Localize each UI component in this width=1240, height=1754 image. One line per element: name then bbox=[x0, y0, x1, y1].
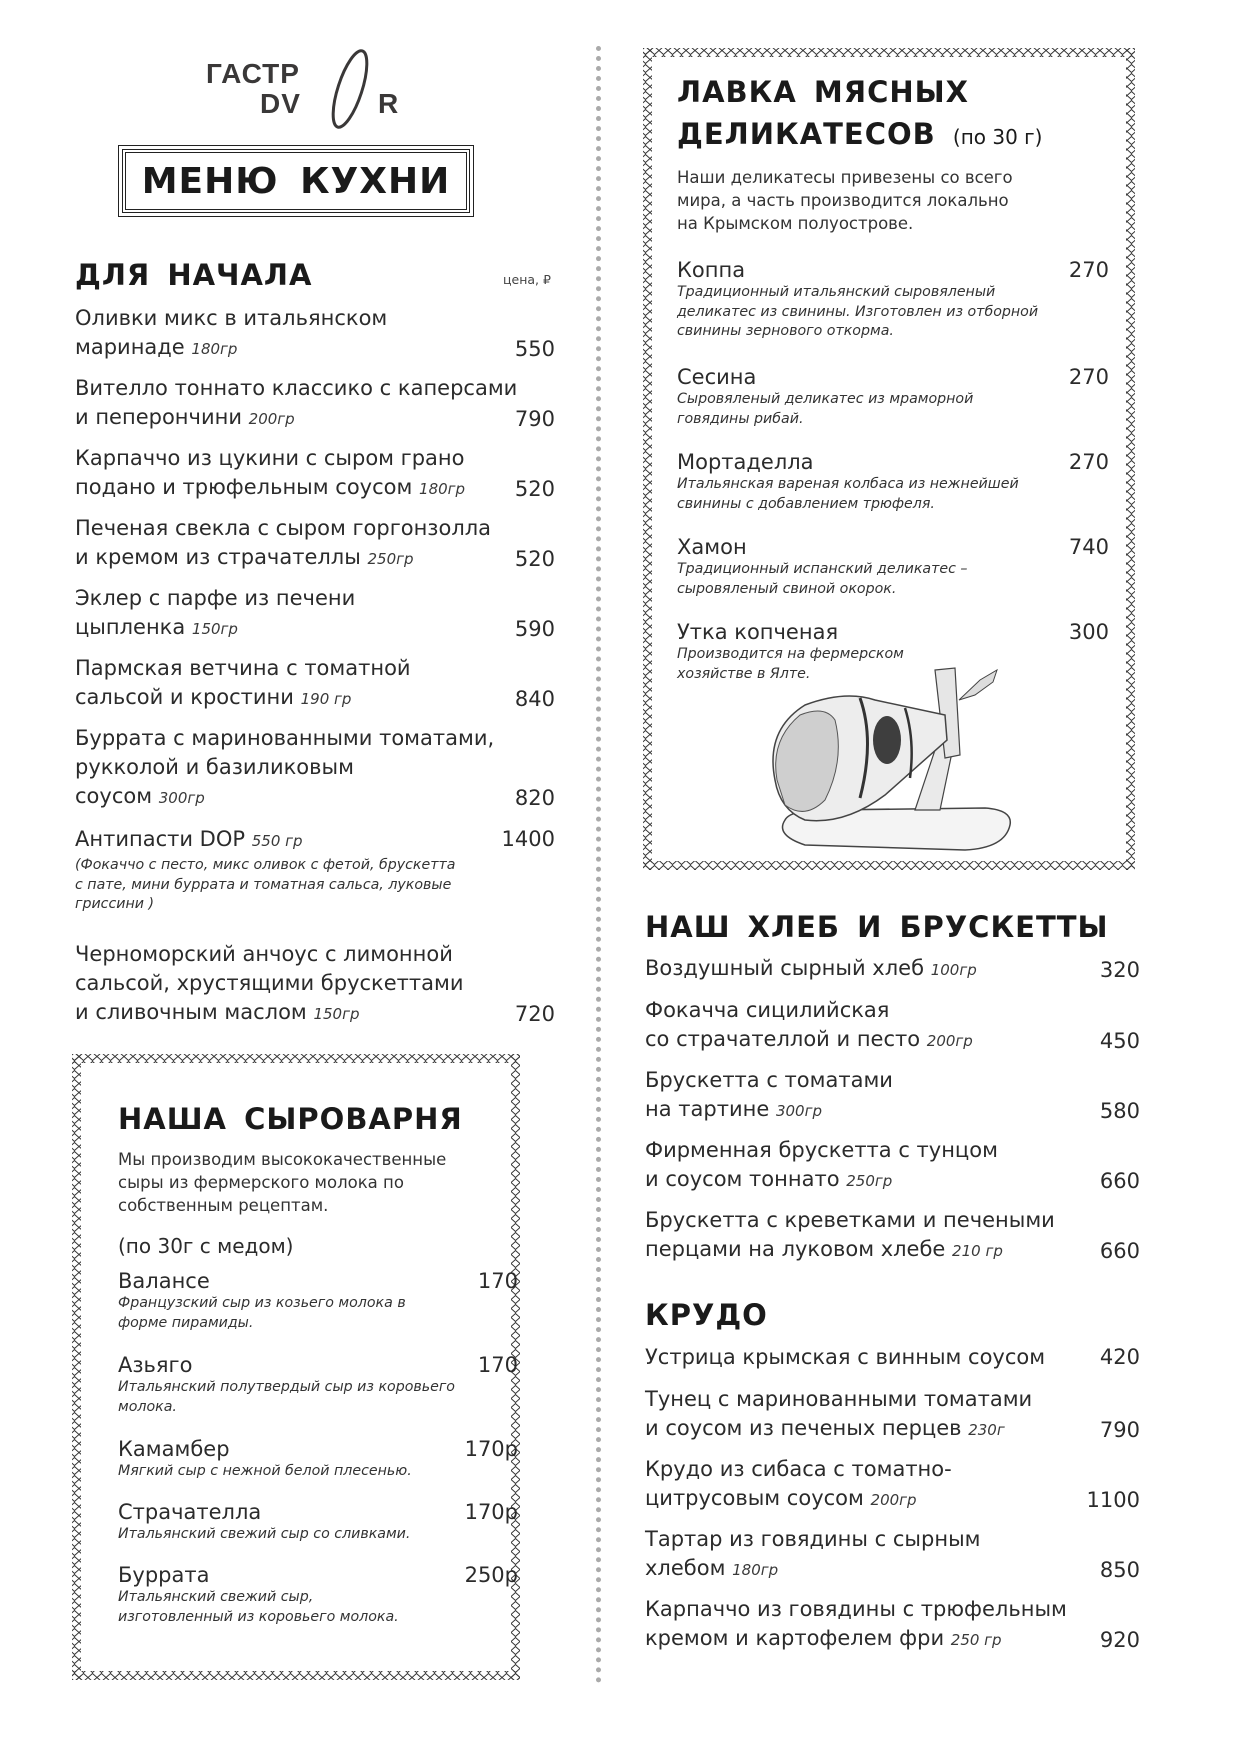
item-name-line bbox=[645, 1343, 1140, 1372]
item-name: перцами на луковом хлебе bbox=[645, 1237, 946, 1261]
deli-intro-line: мира, а часть производится локально bbox=[677, 191, 1009, 210]
item-name: цитрусовым соусом bbox=[645, 1486, 871, 1510]
item-weight: 190 гр bbox=[300, 690, 352, 708]
jamon-illustration bbox=[765, 660, 1045, 860]
item-description: деликатес из свинины. Изготовлен из отборной bbox=[677, 303, 1039, 320]
item-weight: 210 гр bbox=[952, 1242, 1003, 1260]
section-heading-deli-line1: ЛАВКА МЯСНЫХ bbox=[677, 75, 970, 109]
item-name: соусом bbox=[75, 784, 153, 808]
menu-item bbox=[118, 1436, 518, 1482]
item-name: Азьяго bbox=[118, 1353, 193, 1377]
cheese-intro-line: собственным рецептам. bbox=[118, 1196, 329, 1215]
item-description: Традиционный итальянский сыровяленый bbox=[677, 284, 996, 300]
item-name-line bbox=[645, 1525, 1140, 1554]
item-price: 270 bbox=[1068, 258, 1109, 282]
item-name: Валансе bbox=[118, 1269, 210, 1293]
item-name: Страчателла bbox=[118, 1500, 262, 1524]
item-name: Карпаччо из цукини с сыром грано bbox=[75, 446, 465, 470]
item-price: 170 bbox=[477, 1353, 518, 1377]
item-weight: 250гр bbox=[846, 1172, 893, 1190]
item-name-line bbox=[645, 1066, 1140, 1095]
item-name: Сесина bbox=[677, 365, 757, 389]
item-name-line bbox=[75, 613, 555, 644]
item-name-line bbox=[75, 333, 555, 364]
item-weight: 150гр bbox=[191, 620, 238, 638]
item-name: маринаде bbox=[75, 335, 185, 359]
item-name: Тунец с маринованными томатами bbox=[645, 1387, 1033, 1411]
section-heading-deli-line2 bbox=[677, 117, 1042, 154]
item-price: 720 bbox=[514, 1002, 555, 1026]
item-name: сальсой и кростини bbox=[75, 685, 294, 709]
item-name-line bbox=[75, 998, 555, 1029]
item-description: Традиционный испанский деликатес – bbox=[677, 561, 968, 577]
item-weight: 180гр bbox=[732, 1561, 779, 1579]
item-price: 1100 bbox=[1086, 1488, 1140, 1512]
item-price: 790 bbox=[1099, 1418, 1140, 1442]
item-name: и соусом из печеных перцев bbox=[645, 1416, 962, 1440]
item-name-line bbox=[645, 1165, 1140, 1196]
item-name: Камамбер bbox=[118, 1437, 230, 1461]
section-heading-crudo: КРУДО bbox=[645, 1298, 768, 1332]
item-name-line bbox=[75, 403, 555, 434]
menu-item bbox=[118, 1352, 518, 1417]
item-weight: 200гр bbox=[870, 1491, 917, 1509]
item-name-line bbox=[645, 1484, 1140, 1515]
item-name-line bbox=[645, 1206, 1140, 1235]
menu-item bbox=[677, 534, 1109, 599]
item-name-line bbox=[75, 584, 555, 613]
item-description: Итальянский свежий сыр со сливками. bbox=[118, 1526, 411, 1542]
item-name: и пеперончини bbox=[75, 405, 242, 429]
cheese-intro bbox=[118, 1148, 446, 1217]
item-name: Воздушный сырный хлеб bbox=[645, 956, 931, 980]
item-name-line bbox=[75, 543, 555, 574]
item-weight: 180гр bbox=[419, 480, 466, 498]
item-price: 320 bbox=[1099, 958, 1140, 982]
logo-line2-left: DV bbox=[260, 88, 301, 119]
item-name-line bbox=[75, 782, 555, 813]
item-name: сальсой, хрустящими брускеттами bbox=[75, 971, 464, 995]
item-name-line bbox=[645, 1235, 1140, 1266]
item-name: Антипасти DOP bbox=[75, 827, 246, 851]
item-price: 550 bbox=[514, 337, 555, 361]
item-name: и сливочным маслом bbox=[75, 1000, 307, 1024]
item-name: Фирменная брускетта с тунцом bbox=[645, 1138, 998, 1162]
item-description: говядины рибай. bbox=[677, 410, 804, 427]
item-weight: 200гр bbox=[926, 1032, 973, 1050]
menu-item bbox=[677, 449, 1109, 514]
item-name-line bbox=[75, 444, 555, 473]
item-name-line bbox=[645, 1136, 1140, 1165]
deli-intro-line: на Крымском полуострове. bbox=[677, 214, 914, 233]
item-name: со страчателлой и песто bbox=[645, 1027, 927, 1051]
item-description: Французский сыр из козьего молока в bbox=[118, 1295, 406, 1311]
item-name-line bbox=[75, 374, 555, 403]
item-name-line bbox=[645, 954, 1140, 985]
item-description: Сыровяленый деликатес из мраморной bbox=[677, 391, 974, 407]
item-name: Устрица крымская с винным соусом bbox=[645, 1345, 1046, 1369]
menu-item bbox=[75, 584, 555, 644]
menu-item bbox=[118, 1268, 518, 1333]
menu-item bbox=[677, 257, 1109, 342]
item-name: и кремом из страчателлы bbox=[75, 545, 361, 569]
item-name-line bbox=[645, 1095, 1140, 1126]
item-price: 590 bbox=[514, 617, 555, 641]
item-price: 420 bbox=[1099, 1345, 1140, 1369]
menu-item bbox=[118, 1499, 518, 1545]
item-name: Печеная свекла с сыром горгонзолла bbox=[75, 516, 492, 540]
item-name: Эклер с парфе из печени bbox=[75, 586, 356, 610]
item-price: 920 bbox=[1099, 1628, 1140, 1652]
menu-item bbox=[645, 1595, 1140, 1655]
item-price: 520 bbox=[514, 477, 555, 501]
item-name: Вителло тоннато классико с каперсами bbox=[75, 376, 518, 400]
menu-item bbox=[118, 1562, 518, 1627]
item-name-line bbox=[75, 683, 555, 714]
item-name: Крудо из сибаса с томатно- bbox=[645, 1457, 952, 1481]
item-name: Тартар из говядины с сырным bbox=[645, 1527, 981, 1551]
item-weight: 250 гр bbox=[950, 1631, 1002, 1649]
item-price: 520 bbox=[514, 547, 555, 571]
item-description: изготовленный из коровьего молока. bbox=[118, 1608, 399, 1625]
item-name: Пармская ветчина с томатной bbox=[75, 656, 411, 680]
item-name-line bbox=[75, 724, 555, 753]
column-divider bbox=[596, 46, 601, 1684]
item-weight: 550 гр bbox=[251, 832, 303, 850]
section-heading-bread: НАШ ХЛЕБ И БРУСКЕТТЫ bbox=[645, 910, 1109, 944]
item-price: 850 bbox=[1099, 1558, 1140, 1582]
item-price: 300 bbox=[1068, 620, 1109, 644]
item-name: Буррата с маринованными томатами, bbox=[75, 726, 495, 750]
item-weight: 180гр bbox=[191, 340, 238, 358]
menu-item bbox=[645, 1525, 1140, 1585]
item-price: 1400 bbox=[501, 827, 555, 851]
menu-item bbox=[75, 514, 555, 574]
menu-item bbox=[75, 304, 555, 364]
item-description: Итальянский свежий сыр, bbox=[118, 1589, 314, 1605]
item-name: Оливки микс в итальянском bbox=[75, 306, 388, 330]
menu-title-frame bbox=[118, 145, 474, 217]
item-name: хлебом bbox=[645, 1556, 726, 1580]
logo-oval-icon bbox=[320, 44, 380, 134]
item-name: Брускетта с креветками и печеными bbox=[645, 1208, 1055, 1232]
item-description: Итальянский полутвердый сыр из коровьего bbox=[118, 1379, 455, 1395]
item-name-line bbox=[75, 940, 555, 969]
menu-item bbox=[75, 374, 555, 434]
item-name: подано и трюфельным соусом bbox=[75, 475, 413, 499]
item-weight: 200гр bbox=[248, 410, 295, 428]
menu-item bbox=[75, 654, 555, 714]
menu-item bbox=[645, 1136, 1140, 1196]
menu-item bbox=[75, 724, 555, 813]
deli-heading-text: ДЕЛИКАТЕСОВ bbox=[677, 117, 936, 151]
item-name: Буррата bbox=[118, 1563, 210, 1587]
item-name-line bbox=[645, 1385, 1140, 1414]
item-name: и соусом тоннато bbox=[645, 1167, 840, 1191]
item-name-line bbox=[645, 1624, 1140, 1655]
item-name: Карпаччо из говядины с трюфельным bbox=[645, 1597, 1067, 1621]
item-name: на тартине bbox=[645, 1097, 770, 1121]
item-price: 250р bbox=[464, 1563, 518, 1587]
item-description: молока. bbox=[118, 1398, 177, 1415]
item-price: 840 bbox=[514, 687, 555, 711]
item-name: кремом и картофелем фри bbox=[645, 1626, 951, 1650]
item-weight: 250гр bbox=[367, 550, 414, 568]
item-description: Итальянская вареная колбаса из нежнейшей bbox=[677, 476, 1019, 492]
item-price: 270 bbox=[1068, 365, 1109, 389]
item-name: Утка копченая bbox=[677, 620, 839, 644]
menu-item bbox=[645, 954, 1140, 985]
item-name-line bbox=[645, 1025, 1140, 1056]
item-name: Коппа bbox=[677, 258, 746, 282]
deli-heading-note: (по 30 г) bbox=[952, 125, 1043, 149]
item-name-line bbox=[75, 753, 555, 782]
item-weight: 100гр bbox=[930, 961, 977, 979]
menu-item bbox=[677, 364, 1109, 429]
menu-item bbox=[645, 1343, 1140, 1372]
item-description: форме пирамиды. bbox=[118, 1314, 254, 1331]
item-description: свинины зернового откорма. bbox=[677, 323, 894, 339]
item-price: 660 bbox=[1099, 1169, 1140, 1193]
item-name: Брускетта с томатами bbox=[645, 1068, 893, 1092]
item-description: Мягкий сыр с нежной белой плесенью. bbox=[118, 1463, 412, 1479]
item-price: 170 bbox=[477, 1269, 518, 1293]
item-name-line bbox=[75, 969, 555, 998]
item-name: Хамон bbox=[677, 535, 747, 559]
item-price: 450 bbox=[1099, 1029, 1140, 1053]
item-name-line bbox=[645, 1595, 1140, 1624]
item-name-line bbox=[645, 1414, 1140, 1445]
item-name-line bbox=[645, 1455, 1140, 1484]
menu-item bbox=[645, 1066, 1140, 1126]
item-price: 170р bbox=[464, 1500, 518, 1524]
menu-item bbox=[645, 996, 1140, 1056]
menu-item bbox=[75, 940, 555, 1029]
item-name-line bbox=[75, 825, 555, 856]
item-weight: 300гр bbox=[775, 1102, 822, 1120]
cheese-intro-line: сыры из фермерского молока по bbox=[118, 1173, 404, 1192]
item-name-line bbox=[75, 514, 555, 543]
item-weight: 230г bbox=[968, 1421, 1005, 1439]
section-heading-cheese: НАША СЫРОВАРНЯ bbox=[118, 1102, 463, 1136]
item-name: Фокачча сицилийская bbox=[645, 998, 890, 1022]
menu-item bbox=[75, 444, 555, 504]
item-description: хозяйстве в Ялте. bbox=[677, 665, 811, 682]
item-name: Мортаделла bbox=[677, 450, 814, 474]
item-description: гриссини ) bbox=[75, 896, 155, 912]
item-description: Производится на фермерском bbox=[677, 646, 904, 662]
item-weight: 150гр bbox=[313, 1005, 360, 1023]
item-name: Черноморский анчоус с лимонной bbox=[75, 942, 453, 966]
item-name-line bbox=[75, 304, 555, 333]
menu-item bbox=[645, 1455, 1140, 1515]
item-description: (Фокаччо с песто, микс оливок с фетой, брускетта bbox=[75, 857, 456, 873]
price-currency-note: цена, ₽ bbox=[503, 272, 551, 287]
item-price: 820 bbox=[514, 786, 555, 810]
item-price: 790 bbox=[514, 407, 555, 431]
deli-intro-line: Наши деликатесы привезены со всего bbox=[677, 168, 1013, 187]
item-name: цыпленка bbox=[75, 615, 186, 639]
gastrodvor-logo bbox=[200, 44, 420, 130]
item-price: 170р bbox=[464, 1437, 518, 1461]
menu-item bbox=[645, 1206, 1140, 1266]
item-price: 270 bbox=[1068, 450, 1109, 474]
item-name-line bbox=[645, 1554, 1140, 1585]
cheese-note: (по 30г с медом) bbox=[118, 1234, 294, 1258]
item-name-line bbox=[75, 654, 555, 683]
item-name-line bbox=[75, 473, 555, 504]
item-name: рукколой и базиликовым bbox=[75, 755, 354, 779]
item-price: 660 bbox=[1099, 1239, 1140, 1263]
menu-item bbox=[75, 825, 555, 915]
cheese-intro-line: Мы производим высококачественные bbox=[118, 1150, 447, 1169]
item-weight: 300гр bbox=[158, 789, 205, 807]
item-description: свинины с добавлением трюфеля. bbox=[677, 495, 935, 512]
item-description: сыровяленый свиной окорок. bbox=[677, 580, 897, 597]
logo-line2-right: R bbox=[378, 88, 400, 119]
menu-item bbox=[645, 1385, 1140, 1445]
deli-intro bbox=[677, 166, 1013, 235]
logo-line1: ГАСТР bbox=[206, 58, 300, 89]
item-description: с пате, мини буррата и томатная сальса, луковые bbox=[75, 876, 452, 893]
section-heading-starters: ДЛЯ НАЧАЛА bbox=[75, 258, 313, 292]
item-price: 740 bbox=[1068, 535, 1109, 559]
item-price: 580 bbox=[1099, 1099, 1140, 1123]
menu-title: МЕНЮ КУХНИ bbox=[125, 152, 467, 210]
item-name-line bbox=[645, 996, 1140, 1025]
